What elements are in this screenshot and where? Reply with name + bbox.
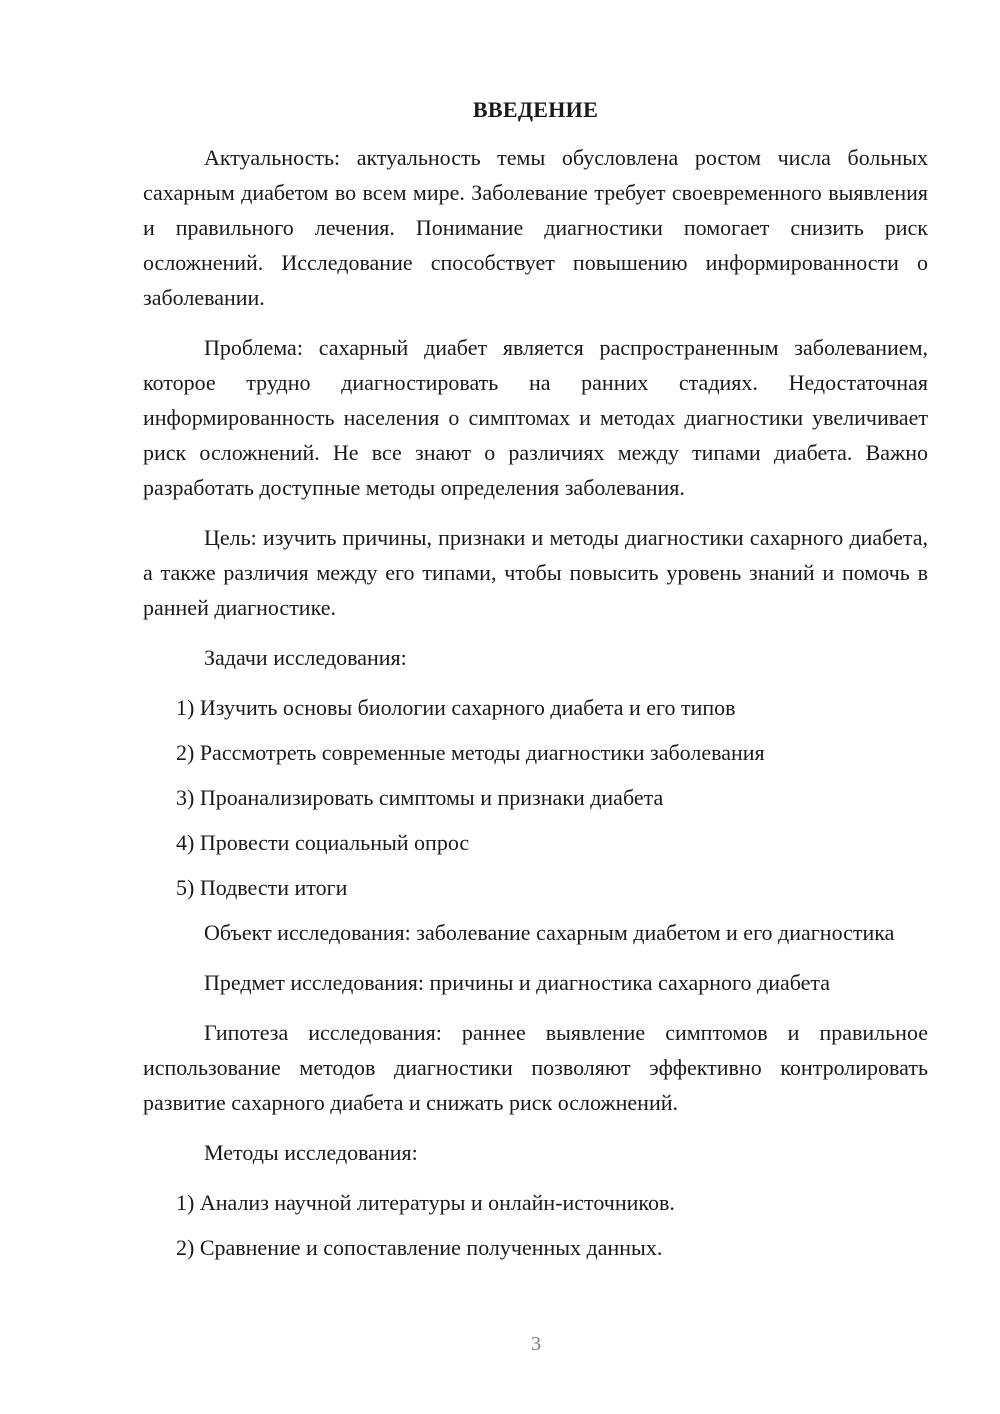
goal-paragraph: Цель: изучить причины, признаки и методы диагностики сахарного диабета, а также различия между его типами, чтобы повысить уровень знаний и помочь в ранней диагностике. — [143, 525, 928, 620]
methods-heading: Методы исследования: — [204, 1140, 418, 1165]
problem-paragraph: Проблема: сахарный диабет является распространенным заболеванием, которое трудно диагностировать на ранних стадиях. Недостаточная информированность населения о симптомах и методах диагностики увеличивает риск осложнений. Не все знают о различиях между типами диабета. Важно разработать доступные методы определения заболевания. — [143, 335, 928, 500]
list-item: 3) Проанализировать симптомы и признаки диабета — [176, 785, 664, 810]
document-page — [143, 92, 928, 1275]
list-item: 5) Подвести итоги — [176, 875, 348, 900]
page-title: ВВЕДЕНИЕ — [472, 97, 599, 122]
list-item: 1) Изучить основы биологии сахарного диабета и его типов — [176, 695, 736, 720]
tasks-list — [143, 690, 928, 905]
page-number: 3 — [531, 1333, 541, 1355]
methods-list — [143, 1185, 928, 1265]
list-item: 1) Анализ научной литературы и онлайн-источников. — [176, 1190, 675, 1215]
relevance-paragraph: Актуальность: актуальность темы обусловлена ростом числа больных сахарным диабетом во всем мире. Заболевание требует своевременного выявления и правильного лечения. Понимание диагностики помогает снизить риск осложнений. Исследование способствует повышению информированности о заболевании. — [143, 145, 928, 310]
object-paragraph: Объект исследования: заболевание сахарным диабетом и его диагностика — [204, 920, 895, 945]
tasks-heading: Задачи исследования: — [204, 645, 407, 670]
list-item: 2) Рассмотреть современные методы диагностики заболевания — [176, 740, 765, 765]
list-item: 2) Сравнение и сопоставление полученных данных. — [176, 1235, 663, 1260]
hypothesis-paragraph: Гипотеза исследования: раннее выявление симптомов и правильное использование методов диагностики позволяют эффективно контролировать развитие сахарного диабета и снижать риск осложнений. — [143, 1020, 928, 1115]
list-item: 4) Провести социальный опрос — [176, 830, 470, 855]
subject-paragraph: Предмет исследования: причины и диагностика сахарного диабета — [204, 970, 831, 995]
